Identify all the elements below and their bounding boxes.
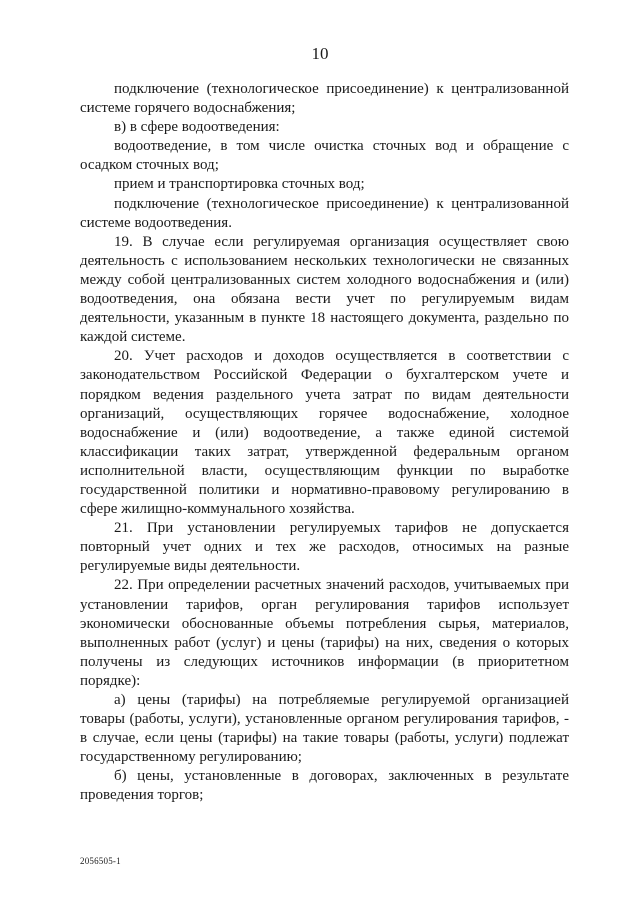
paragraph-item-22-b: б) цены, установленные в договорах, заключенных в результате проведения торгов;: [80, 768, 569, 804]
paragraph-item-22-a: а) цены (тарифы) на потребляемые регулируемой организацией товары (работы, услуги), установленные органом регулирования тарифов, - в случае, если цены (тарифы) на такие товары (работы, услуги) подлежат государственному регулированию;: [80, 692, 569, 766]
paragraph-item-20: 20. Учет расходов и доходов осуществляется в соответствии с законодательством Российской Федерации о бухгалтерском учете и порядком ведения раздельного учета затрат по видам деятельности организаций, осуществляющих горячее водоснабжение, холодное водоснабжение и (или) водоотведение, а также единой системой классификации таких затрат, утвержденной федеральным органом исполнительной власти, осуществляющим функции по выработке государственной политики и нормативно-правовому регулированию в сфере жилищно-коммунального хозяйства.: [80, 348, 569, 518]
paragraph-item-21: 21. При установлении регулируемых тарифов не допускается повторный учет одних и тех же расходов, относимых на разные регулируемые виды деятельности.: [80, 520, 569, 575]
paragraph-sewage-transport: прием и транспортировка сточных вод;: [114, 176, 365, 193]
paragraph-item-22: 22. При определении расчетных значений расходов, учитываемых при установлении тарифов, орган регулирования тарифов использует экономически обоснованные объемы потребления сырья, материалов, выполненных работ (услуг) и цены (тарифы) на них, сведения о которых получены из следующих источников информации (в приоритетном порядке):: [80, 577, 569, 689]
page-number: 10: [311, 44, 329, 63]
paragraph-sewerage-heading: в) в сфере водоотведения:: [114, 119, 280, 136]
document-body: [80, 80, 569, 806]
paragraph-sewerage-treatment: водоотведение, в том числе очистка сточных вод и обращение с осадком сточных вод;: [80, 138, 569, 174]
paragraph-hot-water-connection: подключение (технологическое присоединение) к централизованной системе горячего водоснабжения;: [80, 81, 569, 117]
paragraph-item-19: 19. В случае если регулируемая организация осуществляет свою деятельность с использованием нескольких технологически не связанных между собой централизованных систем холодного водоснабжения и (или) водоотведения, она обязана вести учет по регулируемым видам деятельности, указанным в пункте 18 настоящего документа, раздельно по каждой системе.: [80, 233, 569, 346]
document-code: 2056505-1: [80, 856, 121, 866]
paragraph-sewerage-connection: подключение (технологическое присоединение) к централизованной системе водоотведения.: [80, 195, 569, 231]
